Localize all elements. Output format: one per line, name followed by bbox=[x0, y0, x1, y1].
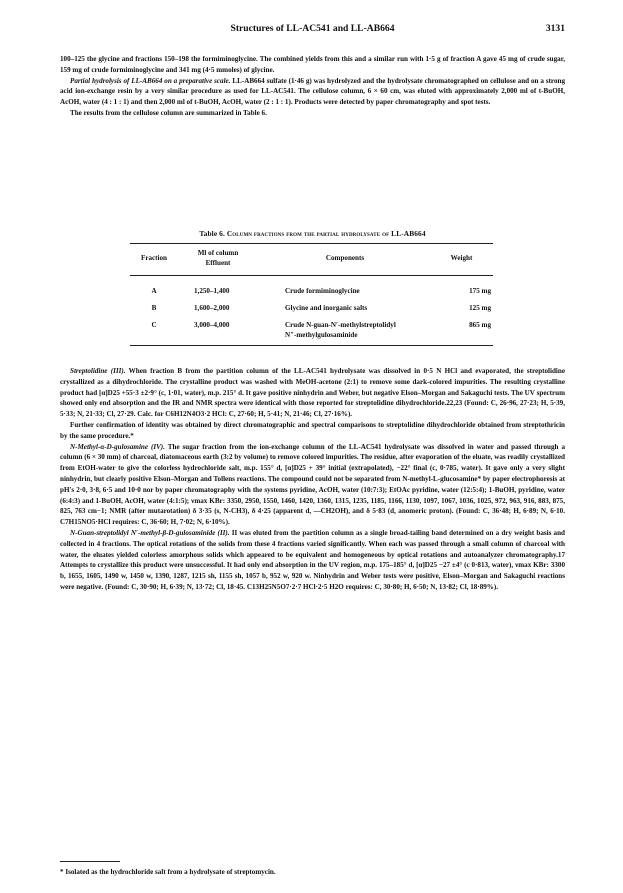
running-title: Structures of LL-AC541 and LL-AB664 bbox=[230, 23, 395, 34]
partial-hydrolysis-heading: Partial hydrolysis of LL-AB664 on a preparative scale. bbox=[70, 76, 231, 85]
intro-section bbox=[60, 54, 565, 119]
row-effluent: 3,000–4,000 bbox=[194, 321, 230, 329]
row-effluent: 1,250–1,400 bbox=[194, 287, 230, 295]
row-effluent: 1,600–2,000 bbox=[194, 304, 230, 312]
streptolidine-confirm-paragraph: Further confirmation of identity was obtained by direct chromatographic and spectral comparisons to streptolidine dihydrochloride obtained from streptothricin by the same procedure.* bbox=[60, 420, 565, 440]
streptolidine-text: When fraction B from the partition column of the LL-AC541 hydrolysate was dissolved in 0·5 N HCl and evaporated, the streptolidine crystallized as a dihydrochloride. The crystalline product was washed with MeOH-acetone (2:1) to remove some dark-colored impurities. The resulting crystalline product had [α]D25 +55·3 ±2·9° (c, 1·01, water), m.p. 215° d. It gave positive ninhydrin and Weber, but negative Elson–Morgan and Sakaguchi tests. The UV spectrum showed only end absorption and the IR and NMR spectra were identical with those reported for streptolidine dihydrochloride.22,23 (Found: C, 26·96, 27·23; H, 5·39, 5·33; N, 21·33; Cl, 27·29. Calc. for C6H12N4O3·2 HCl: C, 27·60; H, 5·41; N, 21·46; Cl, 27·16%). bbox=[60, 367, 565, 419]
page-number: 3131 bbox=[545, 23, 565, 34]
running-head bbox=[60, 23, 565, 37]
table-bottom-rule bbox=[130, 345, 493, 346]
table-caption bbox=[60, 229, 565, 238]
header-weight: Weight bbox=[450, 254, 473, 262]
table-top-rule bbox=[130, 243, 493, 244]
row-weight: 175 mg bbox=[469, 287, 491, 295]
guan-streptolidyl-text: II was eluted from the partition column as a single broad-tailing band determined on a dry weight basis and collected in 4 fractions. The optical rotations of the solids from these 4 fractions varied significantly. When each was passed through a small column of charcoal with water, the eluates yielded colorless amorphous solids which appeared to be equivalent and homogeneous by optical rotations and autoanalyzer chromatography.17 Attempts to crystallize this product were unsuccessful. It had only end absorption in the UV region, m.p. 175–185° d, [α]D25 −27 ±4° (c 0·813, water), νmax KBr: 3300 b, 1655, 1605, 1490 w, 1450 w, 1390, 1287, 1215 sh, 1155 sh, 1057 b, 952 w, 920 w. Ninhydrin and Weber tests were positive, Elson–Morgan and Sakaguchi reactions were negative. (Found: C, 30·90; H, 6·39; N, 13·72; Cl, 18·45. C13H25N5O7·2·7 HCl·2·5 H2O requires: C, 30·80; H, 6·50; N, 13·82; Cl, 18·89%). bbox=[60, 528, 565, 591]
row-fraction: B bbox=[151, 304, 157, 312]
partial-hydrolysis-text: LL-AB664 sulfate (1·46 g) was hydrolyzed and the hydrolysate chromatographed on cellulose and on a strong acid ion-exchange resin by a very similar procedure as used for LL-AC541. The cellulose column, 6 × 60 cm, was eluted with approximately 2,000 ml of t-BuOH, AcOH, water (4 : 1 : 1) and then 2,000 ml of t-BuOH, AcOH, water (2 : 1 : 1). Products were detected by paper chromatography and spot tests. bbox=[60, 76, 565, 107]
footnote: * Isolated as the hydrochloride salt from a hydrolysate of streptomycin. bbox=[60, 868, 276, 876]
header-effluent-line2: Effluent bbox=[205, 259, 231, 267]
gulosamine-text: The sugar fraction from the ion-exchange column of the LL-AC541 hydrolysate was dissolved in water and passed through a column (6 × 30 mm) of charcoal, diatomaceous earth (3:2 by volume) to remove colored impurities. The residue, after evaporation of the eluate, was readily crystallized from EtOH-water to give the colorless hydrochloride salt, m.p. 155° d, [α]D25 + 39° initial (extrapolated), −22° final (c, 0·785, water). It gave only a very slight ninhydrin, but clearly positive Elson–Morgan and Tollens reactions. The compound could not be separated from N-methyl-L-glucosamine* by paper electrophoresis at pH's 2·0, 3·8, 6·5 and 10·0 nor by paper chromatography with the systems pyridine, AcOH, water (10:7:3); EtOAc pyridine, water (12:5:4); 1-BuOH, pyridine, water (6:4:3) and 1-BuOH, AcOH, water (4:1:5); νmax KBr: 3350, 2950, 1550, 1460, 1420, 1360, 1315, 1235, 1185, 1166, 1130, 1097, 1067, 1036, 1025, 972, 963, 916, 883, 875, 825, 763 cm−1; NMR (after mutarotation) δ 3·35 (s, N-CH3), δ 4·25 (apparent d, —CH2OH), and δ 5·83 (d, anomeric proton). (Found: C, 36·48; H, 6·89; N, 6·10. C7H15NO5·HCl requires: C, 36·60; H, 7·02; N, 6·10%). bbox=[60, 442, 565, 527]
gulosamine-heading: N-Methyl-α-D-gulosamine (IV). bbox=[70, 442, 165, 451]
header-fraction: Fraction bbox=[140, 254, 167, 262]
row-weight: 125 mg bbox=[469, 304, 491, 312]
row-components-line2: N″-methylgulosaminide bbox=[285, 331, 358, 339]
table-caption-label: Table 6. bbox=[199, 229, 225, 238]
gulosamine-paragraph bbox=[60, 442, 565, 528]
streptolidine-paragraph bbox=[60, 366, 565, 420]
guan-streptolidyl-heading: N-Guan-streptolidyl N′-methyl-β-D-gulosaminide (II). bbox=[70, 528, 230, 537]
table-row bbox=[130, 320, 493, 344]
header-components: Components bbox=[325, 254, 365, 262]
row-components: Crude formiminoglycine bbox=[285, 287, 360, 295]
row-components: Glycine and inorganic salts bbox=[285, 304, 368, 312]
table-header bbox=[130, 248, 493, 272]
guan-streptolidyl-paragraph bbox=[60, 528, 565, 593]
row-fraction: C bbox=[151, 321, 157, 329]
row-components: Crude N-guan-N′-methylstreptolidyl bbox=[285, 321, 396, 329]
header-effluent-line1: Ml of column bbox=[197, 249, 239, 257]
experimental-section bbox=[60, 366, 565, 593]
row-weight: 865 mg bbox=[469, 321, 491, 329]
intro-paragraph: 100–125 the glycine and fractions 150–198 the formiminoglycine. The combined yields from this and a similar run with 1·5 g of fraction A gave 45 mg of crude sugar, 159 mg of crude formiminoglycine and 341 mg (4·5 mmoles) of glycine. bbox=[60, 55, 565, 74]
table-reference-paragraph: The results from the cellulose column are summarized in Table 6. bbox=[70, 108, 267, 117]
partial-hydrolysis-paragraph bbox=[60, 76, 565, 108]
footnote-rule bbox=[60, 861, 120, 862]
table-caption-text: Column fractions from the partial hydrolysate of LL-AB664 bbox=[226, 229, 426, 238]
streptolidine-heading: Streptolidine (III). bbox=[70, 367, 126, 375]
row-fraction: A bbox=[151, 287, 157, 295]
table-header-rule bbox=[130, 275, 493, 276]
